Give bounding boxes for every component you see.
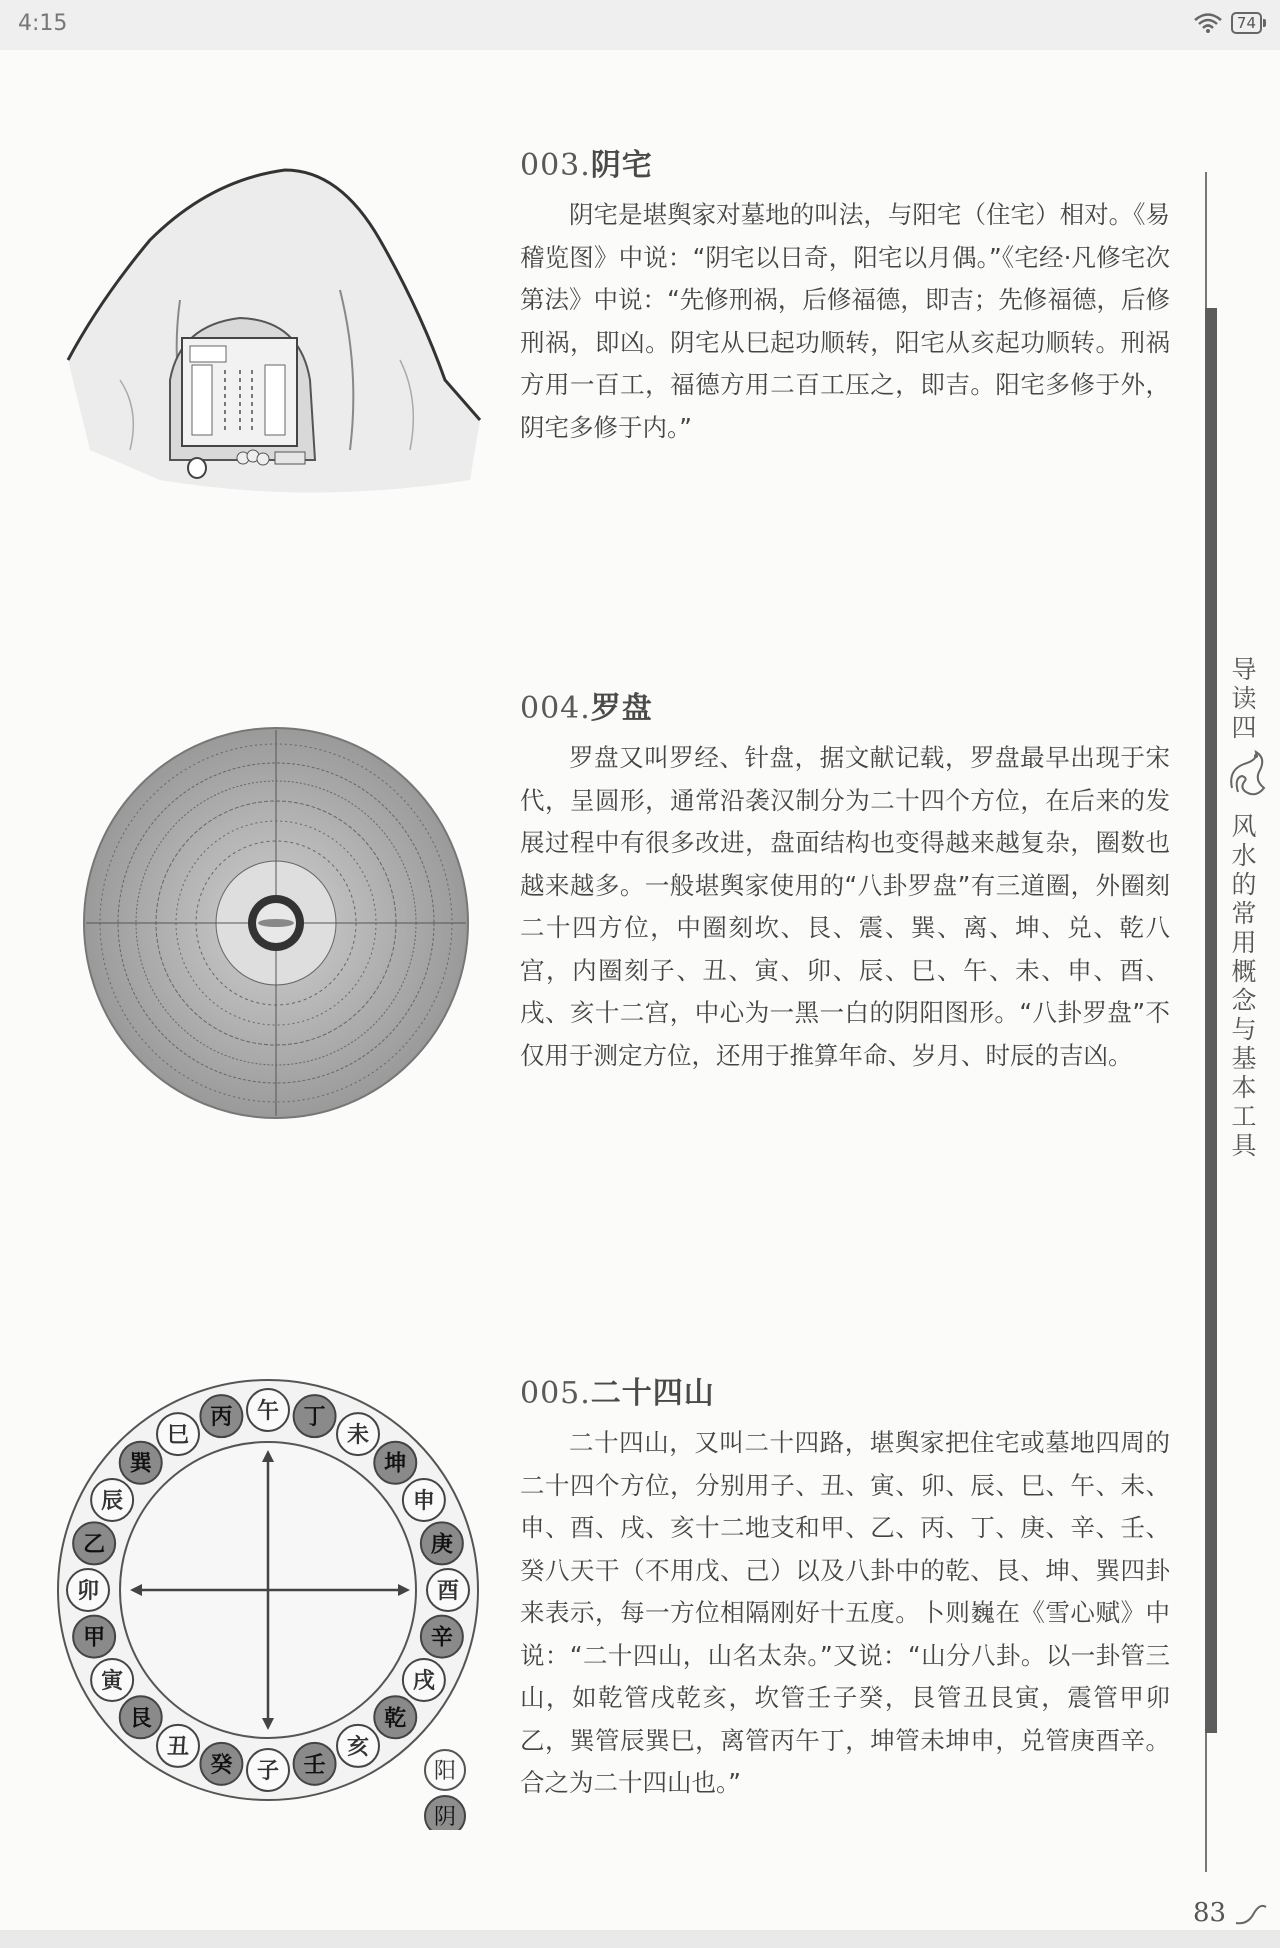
mountain-label: 丁 xyxy=(303,1405,326,1431)
side-label-char: 风 xyxy=(1231,812,1257,841)
mountain-label: 壬 xyxy=(303,1752,326,1778)
page-number-text: 83 xyxy=(1193,1898,1227,1928)
section-body: 罗盘又叫罗经、针盘，据文献记载，罗盘最早出现于宋代，呈圆形，通常沿袭汉制分为二十四个方位，在后来的发展过程中有很多改进，盘面结构也变得越来越复杂，圈数也越来越多。一般堪舆家使用的“八卦罗盘”有三道圈，外圈刻二十四方位，中圈刻坎、艮、震、巽、离、坤、兑、乾八宫，内圈刻子、丑、寅、卯、辰、巳、午、未、申、酉、戌、亥十二宫，中心为一黑一白的阴阳图形。“八卦罗盘”不仅用于测定方位，还用于推算年命、岁月、时辰的吉凶。 xyxy=(520,743,1170,1070)
mountain-label: 未 xyxy=(346,1423,370,1449)
mountain-label: 午 xyxy=(256,1399,280,1424)
twenty-four-mountains-wheel xyxy=(50,1360,490,1830)
dragon-ornament-icon xyxy=(1226,748,1270,804)
section-title: 005.二十四山 xyxy=(520,1376,715,1411)
mountain-label: 丙 xyxy=(210,1405,233,1431)
mountain-label: 巽 xyxy=(129,1451,152,1477)
legend-yin: 阴 xyxy=(433,1805,457,1830)
page-number-flourish-icon xyxy=(1234,1901,1268,1927)
mountain-label: 卯 xyxy=(76,1579,100,1604)
section-title: 003.阴宅 xyxy=(520,148,653,183)
side-label-char: 念 xyxy=(1231,986,1257,1015)
bottom-bar xyxy=(0,1930,1280,1948)
mountain-label: 辰 xyxy=(101,1489,124,1514)
mountain-label: 辛 xyxy=(430,1625,453,1651)
mountain-label: 子 xyxy=(256,1759,280,1784)
tomb-illustration xyxy=(60,150,490,510)
status-time: 4:15 xyxy=(18,11,68,36)
wifi-icon xyxy=(1193,12,1223,34)
side-label-char: 基 xyxy=(1231,1044,1257,1073)
chapter-number-label xyxy=(1226,655,1262,742)
mountain-label: 亥 xyxy=(346,1734,370,1760)
section-body: 阴宅是堪舆家对墓地的叫法，与阳宅（住宅）相对。《易稽览图》中说：“阴宅以日奇，阳宅以月偶。”《宅经·凡修宅次第法》中说：“先修刑祸，后修福德，即吉；先修福德，后修刑祸，即凶。阴宅从巳起功顺转，阳宅从亥起功顺转。刑祸方用一百工，福德方用二百工压之，即吉。阳宅多修于外，阴宅多修于内。” xyxy=(520,200,1170,442)
mountain-label: 丑 xyxy=(166,1734,190,1760)
side-label-char: 四 xyxy=(1231,713,1257,742)
side-label-char: 水 xyxy=(1231,841,1257,870)
book-page xyxy=(0,50,1280,1930)
mountain-label: 庚 xyxy=(430,1532,453,1558)
side-label-char: 常 xyxy=(1231,899,1257,928)
mountain-label: 坤 xyxy=(384,1451,407,1477)
status-icons xyxy=(1193,12,1262,34)
wheel-legend xyxy=(425,1750,465,1830)
side-label-char: 读 xyxy=(1231,684,1257,713)
mountain-label: 寅 xyxy=(101,1669,124,1694)
status-bar xyxy=(0,0,1280,50)
side-label-char: 具 xyxy=(1231,1131,1257,1160)
mountain-label: 巳 xyxy=(166,1423,190,1449)
section-title: 004.罗盘 xyxy=(520,691,653,726)
side-label-char: 本 xyxy=(1231,1073,1257,1102)
page-number xyxy=(1193,1898,1268,1928)
legend-yang: 阳 xyxy=(433,1759,457,1784)
mountain-label: 戌 xyxy=(412,1669,435,1694)
section-ershisishan xyxy=(520,1368,1170,1805)
side-label-char: 概 xyxy=(1231,957,1257,986)
mountain-label: 申 xyxy=(412,1489,435,1514)
wheel-group xyxy=(58,1380,478,1800)
section-body: 二十四山，又叫二十四路，堪舆家把住宅或墓地四周的二十四个方位，分别用子、丑、寅、卯、辰、巳、午、未、申、酉、戌、亥十二地支和甲、乙、丙、丁、庚、辛、壬、癸八天干（不用戊、己）以及八卦中的乾、艮、坤、巽四卦来表示，每一方位相隔刚好十五度。卜则巍在《雪心赋》中说：“二十四山，山名太杂。”又说：“山分八卦。以一卦管三山，如乾管戌乾亥，坎管壬子癸，艮管丑艮寅，震管甲卯乙，巽管辰巽巳，离管丙午丁，坤管未坤申，兑管庚酉辛。合之为二十四山也。” xyxy=(520,1428,1170,1797)
margin-band xyxy=(1205,308,1217,1733)
mountain-label: 酉 xyxy=(436,1579,460,1604)
chapter-title-label xyxy=(1226,812,1262,1160)
battery-icon: 74 xyxy=(1231,12,1262,34)
compass-illustration xyxy=(78,718,478,1138)
mountain-label: 艮 xyxy=(129,1706,152,1732)
side-label-char: 用 xyxy=(1231,928,1257,957)
side-label-char: 与 xyxy=(1231,1015,1257,1044)
mountain-label: 乾 xyxy=(384,1706,407,1732)
section-luopan xyxy=(520,683,1170,1077)
side-label-char: 工 xyxy=(1231,1102,1257,1131)
mountain-label: 乙 xyxy=(83,1532,106,1558)
mountain-label: 癸 xyxy=(210,1752,233,1778)
mountain-label: 甲 xyxy=(83,1625,106,1651)
side-label-char: 的 xyxy=(1231,870,1257,899)
side-label-char: 导 xyxy=(1231,655,1257,684)
chapter-side-label xyxy=(1226,655,1262,1160)
section-yinzhai xyxy=(520,140,1170,449)
